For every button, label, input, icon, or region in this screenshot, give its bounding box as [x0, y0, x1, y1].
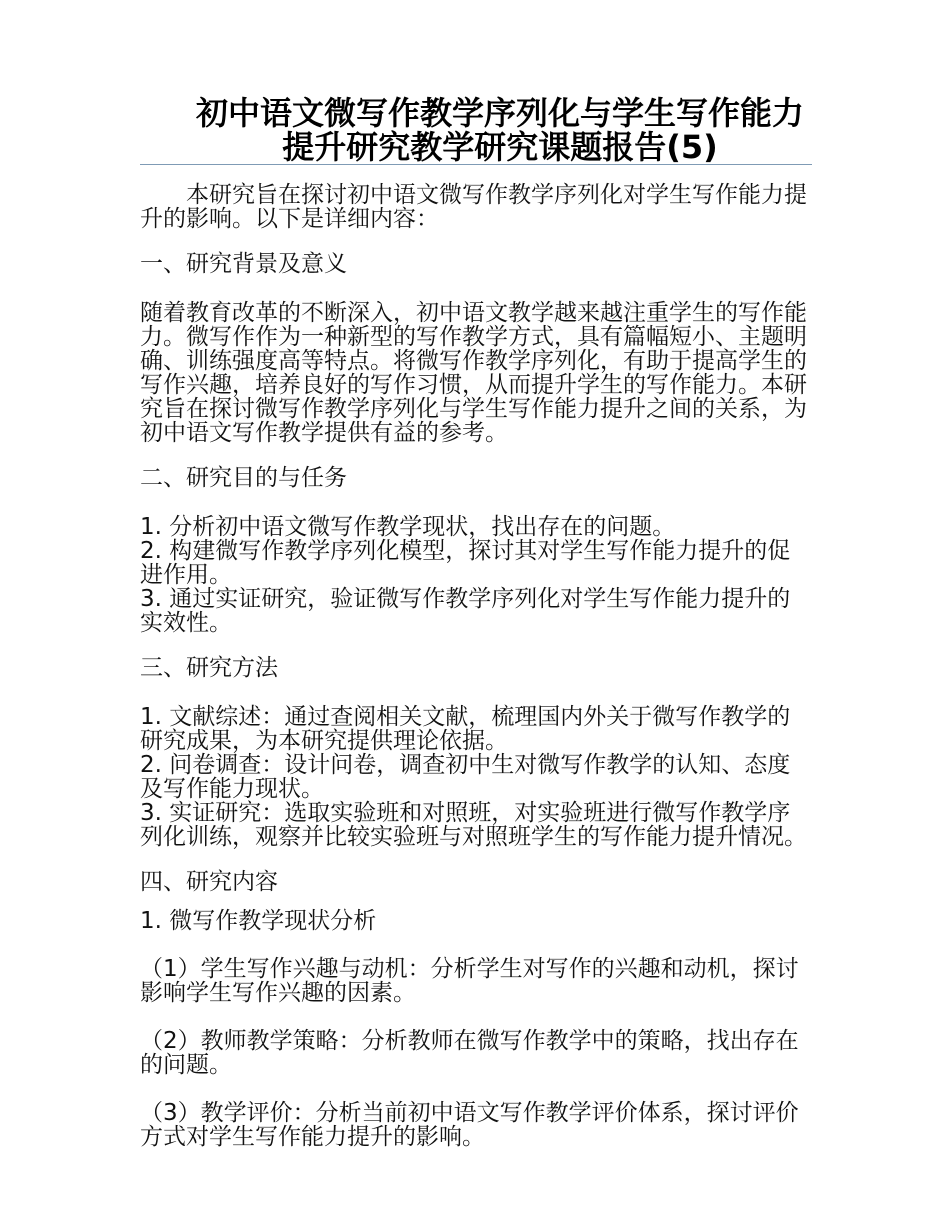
list-item: 3. 通过实证研究，验证微写作教学序列化对学生写作能力提升的实效性。	[140, 586, 791, 636]
list-item: 3. 实证研究：选取实验班和对照班，对实验班进行微写作教学序列化训练，观察并比较实验班与对照班学生的写作能力提升情况。	[140, 800, 807, 850]
list-item: 2. 问卷调查：设计问卷，调查初中生对微写作教学的认知、态度及写作能力现状。	[140, 752, 791, 802]
section-heading-content: 四、研究内容	[140, 869, 278, 895]
section-heading-methods: 三、研究方法	[140, 655, 278, 681]
content-subitem-evaluation: （3）教学评价：分析当前初中语文写作教学评价体系，探讨评价方式对学生写作能力提升的影响。	[140, 1100, 799, 1150]
section-heading-goals: 二、研究目的与任务	[140, 465, 347, 491]
content-subheading: 1. 微写作教学现状分析	[140, 908, 377, 934]
content-subitem-interest: （1）学生写作兴趣与动机：分析学生对写作的兴趣和动机，探讨影响学生写作兴趣的因素。	[140, 956, 799, 1006]
intro-paragraph: 本研究旨在探讨初中语文微写作教学序列化对学生写作能力提升的影响。以下是详细内容：	[140, 182, 807, 232]
list-item: 2. 构建微写作教学序列化模型，探讨其对学生写作能力提升的促进作用。	[140, 538, 791, 588]
content-subitem-strategy: （2）教师教学策略：分析教师在微写作教学中的策略，找出存在的问题。	[140, 1028, 799, 1078]
list-item: 1. 文献综述：通过查阅相关文献，梳理国内外关于微写作教学的研究成果，为本研究提供理论依据。	[140, 704, 791, 754]
list-item: 1. 分析初中语文微写作教学现状，找出存在的问题。	[140, 514, 676, 540]
goals-list	[140, 515, 812, 635]
document-title: 初中语文微写作教学序列化与学生写作能力提升研究教学研究课题报告(5)	[195, 94, 804, 166]
section-paragraph-background: 随着教育改革的不断深入，初中语文教学越来越注重学生的写作能力。微写作作为一种新型的写作教学方式，具有篇幅短小、主题明确、训练强度高等特点。将微写作教学序列化，有助于提高学生的写作兴趣，培养良好的写作习惯，从而提升学生的写作能力。本研究旨在探讨微写作教学序列化与学生写作能力提升之间的关系，为初中语文写作教学提供有益的参考。	[140, 300, 807, 446]
document-page	[140, 96, 812, 1149]
methods-list	[140, 705, 812, 849]
section-heading-background: 一、研究背景及意义	[140, 251, 347, 277]
